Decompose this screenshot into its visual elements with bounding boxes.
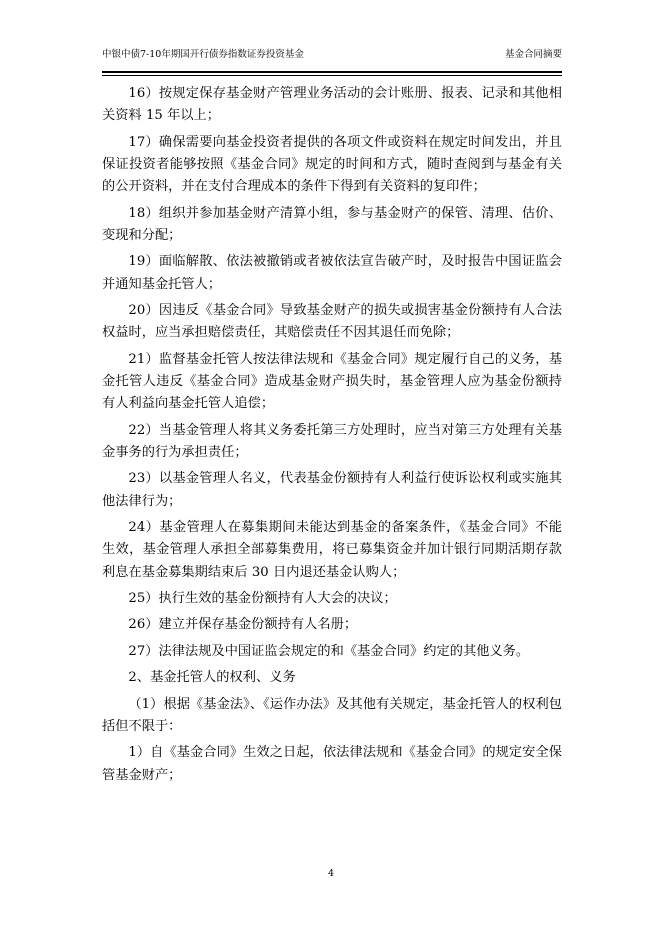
clause-23: 23）以基金管理人名义，代表基金份额持有人利益行使诉讼权利或实施其他法律行为；: [102, 471, 562, 509]
clause-20: 20）因违反《基金合同》导致基金财产的损失或损害基金份额持有人合法权益时，应当承担赔偿责任，其赔偿责任不因其退任而免除；: [102, 303, 562, 341]
clause-25: 25）执行生效的基金份额持有人大会的决议；: [128, 591, 397, 607]
header-rule-thin: [102, 75, 562, 76]
clause-26: 26）建立并保存基金份额持有人名册；: [128, 617, 358, 633]
clause-21: 21）监督基金托管人按法律法规和《基金合同》规定履行自己的义务，基金托管人违反《基金合同》造成基金财产损失时，基金管理人应为基金份额持有人利益向基金托管人追偿；: [102, 351, 562, 412]
header-rule-thick: [102, 71, 562, 73]
clause-17: 17）确保需要向基金投资者提供的各项文件或资料在规定时间发出，并且保证投资者能够按照《基金合同》规定的时间和方式，随时查阅到与基金有关的公开资料，并在支付合理成本的条件下得到有关资料的复印件；: [102, 134, 562, 195]
custodian-rights-intro: （1）根据《基金法》、《运作办法》及其他有关规定，基金托管人的权利包括但不限于：: [102, 696, 562, 734]
clause-18: 18）组织并参加基金财产清算小组，参与基金财产的保管、清理、估价、变现和分配；: [102, 205, 562, 243]
page-header: [102, 47, 562, 63]
clause-27: 27）法律法规及中国证监会规定的和《基金合同》约定的其他义务。: [128, 643, 530, 659]
header-section-title: 基金合同摘要: [504, 49, 562, 60]
clause-19: 19）面临解散、依法被撤销或者被依法宣告破产时，及时报告中国证监会并通知基金托管人；: [102, 254, 562, 292]
clause-16: 16）按规定保存基金财产管理业务活动的会计账册、报表、记录和其他相关资料 15 年以上；: [102, 86, 562, 124]
section-heading-custodian: 2、基金托管人的权利、义务: [128, 670, 296, 686]
clause-24: 24）基金管理人在募集期间未能达到基金的备案条件，《基金合同》不能生效，基金管理人承担全部募集费用，将已募集资金并加计银行同期活期存款利息在基金募集期结束后 30 日内退还基金认购人；: [102, 520, 562, 580]
page-number: 4: [327, 868, 335, 879]
header-fund-name: 中银中债7-10年期国开行债券指数证券投资基金: [102, 49, 304, 60]
clause-22: 22）当基金管理人将其义务委托第三方处理时，应当对第三方处理有关基金事务的行为承担责任；: [102, 422, 562, 461]
custodian-right-1: 1）自《基金合同》生效之日起，依法律法规和《基金合同》的规定安全保管基金财产；: [102, 745, 562, 783]
document-body: [102, 83, 562, 791]
